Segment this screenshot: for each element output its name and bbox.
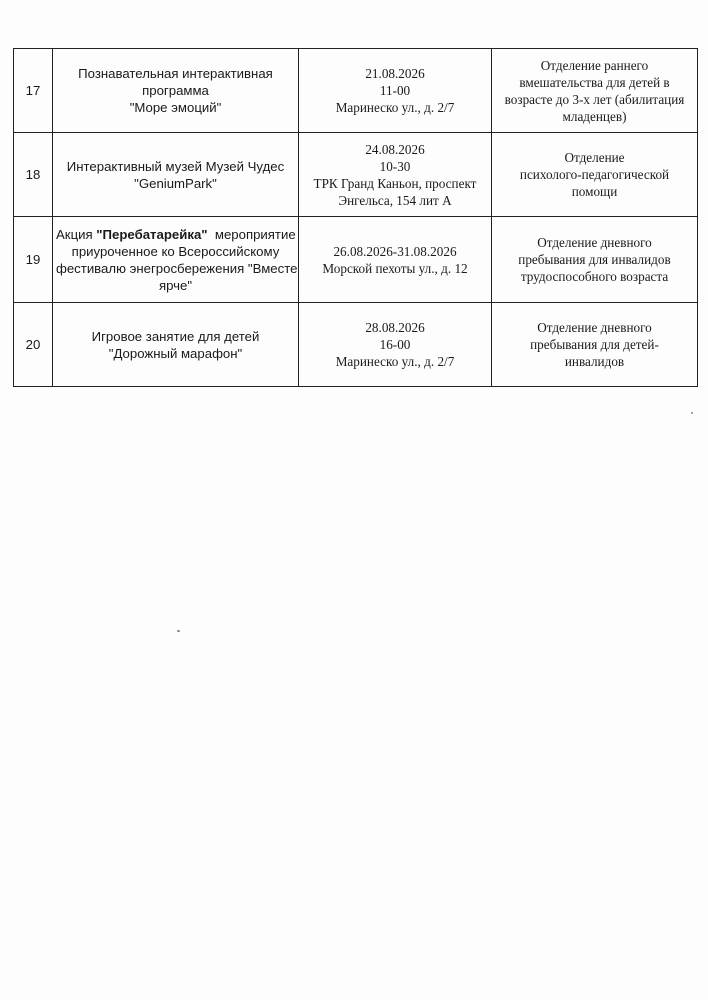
department-line: Отделение дневного xyxy=(537,320,652,335)
event-line: "Море эмоций" xyxy=(129,100,222,115)
department-line: инвалидов xyxy=(564,354,625,369)
event-suffix: мероприятие xyxy=(207,226,296,242)
department-line: младенцев) xyxy=(562,108,627,124)
department-line: вмешательства для детей в xyxy=(519,74,670,90)
time-line: 10-30 xyxy=(379,158,411,174)
row-number: 18 xyxy=(14,133,53,217)
date-line: 24.08.2026 xyxy=(365,141,425,157)
date-line: 28.08.2026 xyxy=(365,320,425,335)
table-row xyxy=(14,49,698,133)
department-line: пребывания для детей- xyxy=(530,337,659,352)
event-line: Интерактивный музей Музей Чудес xyxy=(66,158,285,174)
table-row xyxy=(14,133,698,217)
address-line: Морской пехоты ул., д. 12 xyxy=(322,260,468,276)
department-line: Отделение раннего xyxy=(540,57,649,73)
row-number: 20 xyxy=(14,303,53,387)
event-line: приуроченное ко Всероссийскому xyxy=(71,243,280,259)
scan-speck xyxy=(177,630,180,632)
scan-speck xyxy=(691,412,693,414)
events-table xyxy=(13,48,698,387)
address-line: Энгельса, 154 лит А xyxy=(338,192,452,208)
date-place-cell xyxy=(299,49,492,133)
event-line: фестивалю энегросбережения "Вместе xyxy=(56,260,298,276)
date-place-cell xyxy=(299,133,492,217)
table-row xyxy=(14,303,698,387)
address-line: ТРК Гранд Каньон, проспект xyxy=(313,175,477,191)
event-line: "GeniumPark" xyxy=(134,175,217,191)
event-cell xyxy=(53,217,299,303)
time-line: 16-00 xyxy=(379,337,411,352)
date-line: 21.08.2026 xyxy=(365,66,425,81)
event-cell xyxy=(53,303,299,387)
table-row xyxy=(14,217,698,303)
date-place-cell xyxy=(299,303,492,387)
department-line: пребывания для инвалидов xyxy=(518,252,671,267)
time-line: 11-00 xyxy=(379,83,411,98)
event-line: Познавательная интерактивная xyxy=(78,66,273,81)
department-line: психолого-педагогической xyxy=(519,167,670,182)
event-line xyxy=(56,226,295,243)
department-cell xyxy=(492,303,698,387)
department-line: Отделение xyxy=(564,150,625,165)
department-line: помощи xyxy=(571,184,618,199)
event-line: "Дорожный марафон" xyxy=(108,345,243,361)
department-cell xyxy=(492,49,698,133)
row-number: 19 xyxy=(14,217,53,303)
event-line: Игровое занятие для детей xyxy=(91,328,260,344)
address-line: Маринеско ул., д. 2/7 xyxy=(335,100,455,115)
department-cell xyxy=(492,217,698,303)
event-prefix: Акция xyxy=(56,226,97,242)
row-number: 17 xyxy=(14,49,53,133)
event-line: ярче" xyxy=(158,277,193,293)
event-cell xyxy=(53,133,299,217)
address-line: Маринеско ул., д. 2/7 xyxy=(335,354,455,369)
department-line: возрасте до 3-х лет (абилитация xyxy=(504,91,685,107)
event-quoted-name: "Перебатарейка" xyxy=(96,226,208,242)
event-cell xyxy=(53,49,299,133)
department-line: Отделение дневного xyxy=(537,235,652,250)
date-place-cell xyxy=(299,217,492,303)
date-line: 26.08.2026-31.08.2026 xyxy=(333,243,457,259)
event-line: программа xyxy=(142,83,209,98)
department-line: трудоспособного возраста xyxy=(520,269,669,284)
department-cell xyxy=(492,133,698,217)
